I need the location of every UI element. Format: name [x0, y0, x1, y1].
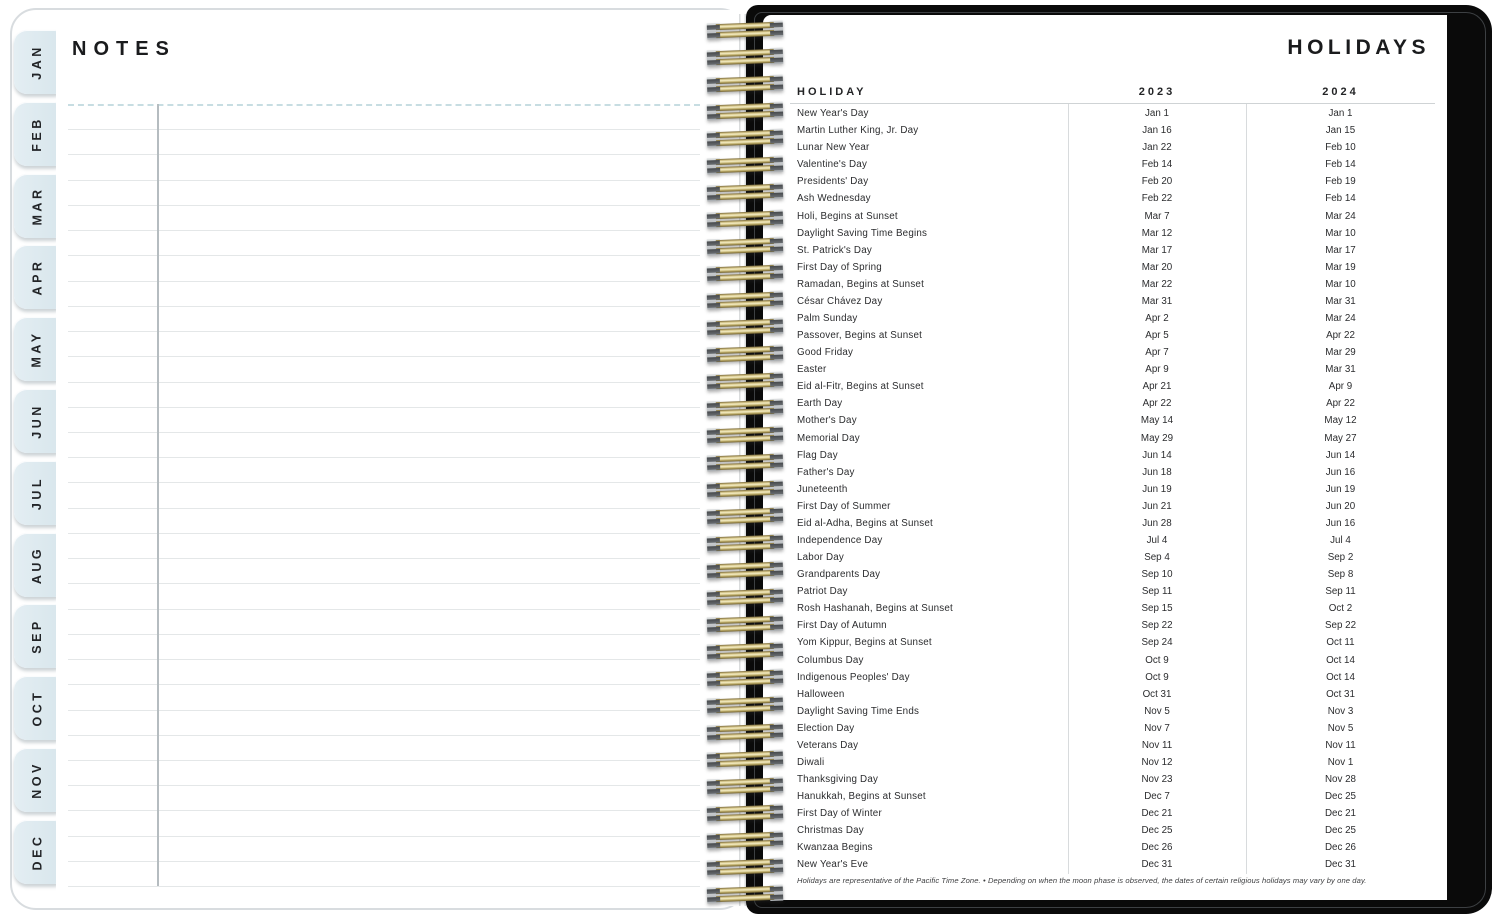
- table-row: [790, 310, 1435, 327]
- month-tab-aug[interactable]: [14, 533, 60, 597]
- table-row: [790, 207, 1435, 224]
- date-2023: Nov 11: [1141, 739, 1173, 751]
- holiday-name: Election Day: [797, 722, 855, 734]
- date-2024: Mar 10: [1325, 278, 1356, 290]
- table-row: [790, 395, 1435, 412]
- date-2024: Oct 2: [1328, 603, 1353, 615]
- holiday-name: St. Patrick's Day: [797, 244, 872, 256]
- month-tab-jan[interactable]: [14, 30, 60, 94]
- column-header-2024: 2024: [1322, 86, 1359, 98]
- ruled-line: [68, 255, 700, 256]
- date-2024: Sep 2: [1327, 552, 1354, 564]
- table-row: [790, 276, 1435, 293]
- ruled-line: [68, 634, 700, 635]
- ruled-line-dashed: [68, 104, 700, 106]
- table-row: [790, 652, 1435, 669]
- holiday-name: Grandparents Day: [797, 569, 881, 581]
- date-2023: Jul 4: [1146, 534, 1168, 546]
- date-2023: Mar 7: [1144, 210, 1170, 222]
- table-row: [790, 293, 1435, 310]
- table-row: [790, 686, 1435, 703]
- holiday-name: Valentine's Day: [797, 159, 868, 171]
- ruled-line: [68, 129, 700, 130]
- date-2024: Dec 26: [1324, 842, 1357, 854]
- month-tab-jul[interactable]: [14, 461, 60, 525]
- date-2023: Oct 9: [1145, 671, 1169, 683]
- holidays-table: [790, 84, 1435, 880]
- date-2024: Mar 17: [1325, 244, 1356, 256]
- holiday-name: Veterans Day: [797, 739, 859, 751]
- date-2023: Apr 2: [1145, 312, 1169, 324]
- date-2024: Dec 31: [1324, 859, 1357, 871]
- date-2023: Apr 7: [1145, 347, 1169, 359]
- date-2023: Apr 5: [1145, 330, 1169, 342]
- table-row: [790, 259, 1435, 276]
- date-2023: Jan 22: [1142, 142, 1172, 154]
- date-2023: Jun 21: [1142, 500, 1172, 512]
- date-2024: Apr 9: [1328, 381, 1353, 393]
- holiday-name: Passover, Begins at Sunset: [797, 330, 923, 342]
- date-2023: Oct 9: [1145, 654, 1169, 666]
- date-2023: Apr 22: [1142, 398, 1172, 410]
- ruled-line: [68, 609, 700, 610]
- table-row: [790, 754, 1435, 771]
- date-2024: Jan 1: [1328, 108, 1353, 120]
- table-row: [790, 566, 1435, 583]
- holiday-name: Father's Day: [797, 466, 855, 478]
- date-2023: Nov 12: [1141, 757, 1173, 768]
- ruled-line: [68, 281, 700, 282]
- table-row: [790, 327, 1435, 344]
- date-2024: Dec 25: [1324, 825, 1357, 837]
- date-2024: Jun 14: [1325, 449, 1356, 461]
- date-2023: Nov 5: [1144, 705, 1170, 717]
- ruled-lines: [68, 0, 700, 920]
- table-row: [790, 600, 1435, 617]
- date-2023: Oct 31: [1142, 688, 1172, 700]
- date-2024: Jun 16: [1325, 517, 1356, 529]
- ruled-line: [68, 482, 700, 483]
- date-2023: Mar 20: [1141, 261, 1173, 273]
- month-tab-label: MAR: [30, 186, 44, 226]
- ruled-line: [68, 508, 700, 509]
- holiday-rows: [790, 105, 1435, 874]
- table-row: [790, 412, 1435, 429]
- holiday-name: Memorial Day: [797, 432, 860, 444]
- date-2024: Mar 10: [1325, 227, 1356, 239]
- table-row: [790, 225, 1435, 242]
- date-2023: Jan 1: [1145, 108, 1169, 120]
- date-2024: Sep 11: [1325, 586, 1356, 598]
- ruled-line: [68, 810, 700, 811]
- holiday-name: Daylight Saving Time Begins: [797, 227, 928, 239]
- holiday-name: Yom Kippur, Begins at Sunset: [797, 637, 932, 649]
- table-row: [790, 498, 1435, 515]
- date-2024: Nov 3: [1327, 705, 1354, 717]
- date-2023: Nov 7: [1144, 722, 1170, 734]
- holiday-name: Ramadan, Begins at Sunset: [797, 278, 924, 290]
- holiday-name: New Year's Day: [797, 108, 869, 120]
- holiday-name: César Chávez Day: [797, 295, 883, 307]
- holiday-name: Daylight Saving Time Ends: [797, 705, 920, 717]
- ruled-line: [68, 659, 700, 660]
- date-2024: Oct 14: [1326, 654, 1355, 666]
- holiday-name: New Year's Eve: [797, 859, 869, 871]
- date-2024: Nov 28: [1324, 774, 1357, 786]
- table-row: [790, 703, 1435, 720]
- date-2024: May 12: [1324, 415, 1357, 427]
- month-tab-label: FEB: [30, 116, 44, 152]
- table-row: [790, 378, 1435, 395]
- month-tab-label: NOV: [30, 761, 44, 799]
- table-row: [790, 139, 1435, 156]
- month-tab-label: AUG: [30, 545, 44, 584]
- notes-page-title: NOTES: [72, 38, 176, 60]
- holiday-name: Patriot Day: [797, 586, 848, 598]
- ruled-line: [68, 760, 700, 761]
- ruled-line: [68, 356, 700, 357]
- holiday-name: Good Friday: [797, 347, 854, 359]
- date-2023: Sep 22: [1141, 620, 1173, 632]
- date-2024: Feb 14: [1325, 193, 1356, 205]
- month-tab-label: JUL: [30, 475, 44, 510]
- date-2024: Feb 14: [1325, 159, 1356, 171]
- month-tab-sep[interactable]: [14, 604, 60, 668]
- ruled-line: [68, 306, 700, 307]
- date-2023: Jun 14: [1142, 449, 1172, 461]
- month-tab-feb[interactable]: [14, 102, 60, 166]
- ruled-line: [68, 684, 700, 685]
- month-tab-dec[interactable]: [14, 820, 60, 884]
- header-rule: [790, 103, 1435, 104]
- holiday-name: First Day of Autumn: [797, 620, 887, 632]
- holiday-name: Earth Day: [797, 398, 843, 410]
- month-tab-label: OCT: [29, 689, 44, 727]
- date-2023: Sep 4: [1144, 552, 1170, 564]
- column-header-2023: 2023: [1138, 86, 1176, 98]
- ruled-line: [68, 710, 700, 711]
- date-2024: Oct 31: [1326, 688, 1355, 700]
- date-2024: Mar 19: [1325, 261, 1356, 273]
- date-2024: Oct 14: [1326, 671, 1355, 683]
- holiday-name: Juneteenth: [797, 483, 848, 495]
- month-tab-label: JUN: [29, 403, 44, 439]
- date-2023: Dec 26: [1141, 842, 1173, 854]
- date-2023: Feb 14: [1141, 159, 1173, 171]
- month-tab-jun[interactable]: [14, 389, 60, 453]
- date-2024: May 27: [1324, 432, 1357, 444]
- notes-margin-divider: [157, 104, 159, 886]
- holiday-name: Martin Luther King, Jr. Day: [797, 125, 919, 137]
- holiday-name: Ash Wednesday: [797, 193, 871, 205]
- ruled-line: [68, 785, 700, 786]
- table-row: [790, 481, 1435, 498]
- table-row: [790, 515, 1435, 532]
- holiday-name: Lunar New Year: [797, 142, 870, 154]
- date-2024: Feb 19: [1325, 176, 1356, 188]
- table-row: [790, 344, 1435, 361]
- ruled-line: [68, 735, 700, 736]
- table-row: [790, 720, 1435, 737]
- table-row: [790, 822, 1435, 839]
- ruled-line: [68, 457, 700, 458]
- date-2023: Sep 15: [1141, 603, 1173, 615]
- date-2023: Sep 11: [1141, 586, 1173, 598]
- month-tab-oct[interactable]: [14, 676, 60, 740]
- table-row: [790, 190, 1435, 207]
- date-2023: Jun 28: [1142, 517, 1172, 529]
- holiday-name: Presidents' Day: [797, 176, 869, 188]
- month-tab-may[interactable]: [14, 317, 60, 381]
- date-2024: Apr 22: [1326, 330, 1355, 342]
- table-row: [790, 532, 1435, 549]
- table-row: [790, 856, 1435, 873]
- date-2024: Sep 22: [1324, 620, 1357, 632]
- date-2024: Jun 19: [1325, 483, 1356, 495]
- holiday-name: Eid al-Adha, Begins at Sunset: [797, 517, 933, 529]
- ruled-line: [68, 154, 700, 155]
- table-row: [790, 839, 1435, 856]
- ruled-line: [68, 886, 700, 887]
- date-2023: Dec 25: [1141, 825, 1173, 837]
- table-row: [790, 583, 1435, 600]
- ruled-line: [68, 558, 700, 559]
- date-2023: May 14: [1140, 415, 1174, 427]
- table-row: [790, 173, 1435, 190]
- table-row: [790, 737, 1435, 754]
- holiday-name: Christmas Day: [797, 825, 864, 837]
- date-2024: Apr 22: [1326, 398, 1355, 410]
- ruled-line: [68, 230, 700, 231]
- holiday-name: Flag Day: [797, 449, 838, 461]
- date-2023: Mar 12: [1141, 227, 1173, 239]
- holidays-footnote: Holidays are representative of the Pacific Time Zone. • Depending on when the moon phase is observed, the dates of certain religious holidays may vary by one day.: [797, 876, 1367, 885]
- table-row: [790, 669, 1435, 686]
- date-2024: Dec 25: [1324, 791, 1357, 803]
- date-2023: Apr 21: [1142, 381, 1172, 393]
- ruled-line: [68, 861, 700, 862]
- holiday-name: First Day of Winter: [797, 808, 882, 820]
- date-2024: Mar 24: [1325, 210, 1356, 222]
- date-2023: Sep 24: [1141, 637, 1173, 649]
- date-2024: Jul 4: [1330, 534, 1351, 546]
- ruled-line: [68, 583, 700, 584]
- ruled-line: [68, 432, 700, 433]
- ruled-line: [68, 533, 700, 534]
- table-row: [790, 122, 1435, 139]
- date-2023: Jan 16: [1142, 125, 1172, 137]
- holiday-name: Mother's Day: [797, 415, 857, 427]
- date-2024: Nov 5: [1327, 722, 1354, 734]
- holiday-name: Columbus Day: [797, 654, 864, 666]
- date-2024: Nov 1: [1327, 757, 1354, 768]
- table-row: [790, 429, 1435, 446]
- month-tab-nov[interactable]: [14, 748, 60, 812]
- column-header-holiday: HOLIDAY: [797, 86, 867, 98]
- date-2023: Nov 23: [1141, 774, 1173, 786]
- table-row: [790, 361, 1435, 378]
- holiday-name: First Day of Spring: [797, 261, 882, 273]
- date-2024: Mar 31: [1325, 364, 1356, 376]
- table-row: [790, 617, 1435, 634]
- date-2023: Dec 31: [1141, 859, 1173, 871]
- ruled-line: [68, 382, 700, 383]
- ruled-line: [68, 407, 700, 408]
- month-tab-label: DEC: [30, 833, 44, 871]
- date-2023: Apr 9: [1145, 364, 1169, 376]
- date-2024: Nov 11: [1325, 739, 1356, 751]
- table-row: [790, 549, 1435, 566]
- month-tab-label: SEP: [29, 618, 44, 655]
- ruled-line: [68, 836, 700, 837]
- date-2023: Dec 7: [1144, 791, 1170, 803]
- holiday-name: Diwali: [797, 757, 825, 768]
- holiday-name: Rosh Hashanah, Begins at Sunset: [797, 603, 953, 615]
- date-2023: Feb 20: [1141, 176, 1173, 188]
- ruled-line: [68, 331, 700, 332]
- date-2024: Jun 16: [1325, 466, 1356, 478]
- holiday-name: Labor Day: [797, 552, 845, 564]
- holiday-name: Thanksgiving Day: [797, 774, 879, 786]
- date-2023: Mar 31: [1141, 295, 1173, 307]
- holiday-name: Easter: [797, 364, 827, 376]
- table-row: [790, 156, 1435, 173]
- ruled-line: [68, 205, 700, 206]
- table-row: [790, 805, 1435, 822]
- date-2023: Sep 10: [1141, 569, 1173, 581]
- date-2024: Jan 15: [1325, 125, 1356, 137]
- holiday-name: Indigenous Peoples' Day: [797, 671, 910, 683]
- date-2023: Mar 17: [1141, 244, 1173, 256]
- holiday-name: Eid al-Fitr, Begins at Sunset: [797, 381, 924, 393]
- holiday-name: Independence Day: [797, 534, 883, 546]
- table-row: [790, 242, 1435, 259]
- date-2023: Mar 22: [1141, 278, 1173, 290]
- holiday-name: Palm Sunday: [797, 312, 858, 324]
- date-2024: Jun 20: [1325, 500, 1356, 512]
- date-2024: Mar 29: [1325, 347, 1356, 359]
- date-2023: May 29: [1140, 432, 1174, 444]
- table-row: [790, 464, 1435, 481]
- holidays-page-title: HOLIDAYS: [1287, 36, 1430, 59]
- date-2024: Dec 21: [1324, 808, 1357, 820]
- table-row: [790, 771, 1435, 788]
- month-tab-label: APR: [30, 258, 44, 296]
- holiday-name: Holi, Begins at Sunset: [797, 210, 898, 222]
- date-2024: Mar 24: [1325, 312, 1356, 324]
- date-2024: Oct 11: [1326, 637, 1355, 649]
- date-2023: Dec 21: [1141, 808, 1173, 820]
- date-2024: Mar 31: [1325, 295, 1356, 307]
- date-2024: Feb 10: [1325, 142, 1356, 154]
- date-2023: Feb 22: [1141, 193, 1173, 205]
- date-2023: Jun 19: [1142, 483, 1172, 495]
- month-tab-apr[interactable]: [14, 245, 60, 309]
- holiday-name: Halloween: [797, 688, 845, 700]
- holiday-name: First Day of Summer: [797, 500, 891, 512]
- holiday-name: Kwanzaa Begins: [797, 842, 873, 854]
- table-row: [790, 447, 1435, 464]
- holiday-name: Hanukkah, Begins at Sunset: [797, 791, 926, 803]
- month-tab-label: JAN: [29, 44, 44, 80]
- date-2024: Sep 8: [1327, 569, 1354, 581]
- table-row: [790, 788, 1435, 805]
- ruled-line: [68, 180, 700, 181]
- month-tab-label: MAY: [29, 330, 44, 368]
- table-row: [790, 105, 1435, 122]
- month-tab-mar[interactable]: [14, 174, 60, 238]
- date-2023: Jun 18: [1142, 466, 1172, 478]
- table-row: [790, 634, 1435, 651]
